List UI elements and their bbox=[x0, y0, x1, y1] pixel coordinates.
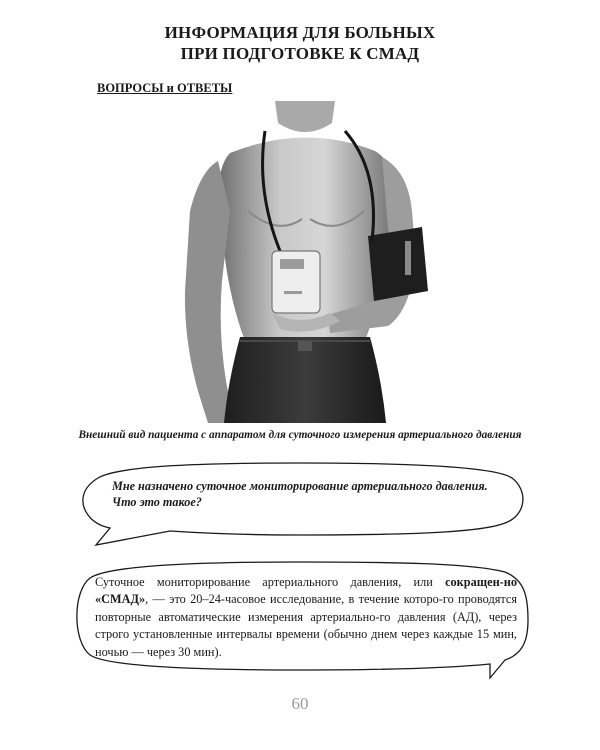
title-line-1: ИНФОРМАЦИЯ ДЛЯ БОЛЬНЫХ bbox=[164, 23, 436, 42]
figure-caption: Внешний вид пациента с аппаратом для суточного измерения артериального давления bbox=[78, 429, 522, 441]
answer-part-1: Суточное мониторирование артериального давления, или bbox=[95, 575, 446, 589]
question-text bbox=[112, 478, 512, 510]
title-line-2: ПРИ ПОДГОТОВКЕ К СМАД bbox=[180, 44, 420, 63]
answer-text bbox=[95, 574, 517, 661]
question-line-1: Мне назначено суточное мониторирование артериального давления. bbox=[112, 479, 488, 493]
answer-part-2: , — это 20–24-часовое исследование, в течение которо-го проводятся повторные автоматические измерения артериально-го давления (АД), через строго установленные интервалы времени (обычно днем через каждые 15 мин, ночью — через 30 мин). bbox=[95, 592, 517, 659]
answer-abbrev: сокращен-но «СМАД» bbox=[95, 575, 517, 607]
page-number: 60 bbox=[291, 694, 309, 713]
section-heading: ВОПРОСЫ и ОТВЕТЫ bbox=[97, 81, 233, 95]
question-line-2: Что это такое? bbox=[112, 495, 202, 509]
